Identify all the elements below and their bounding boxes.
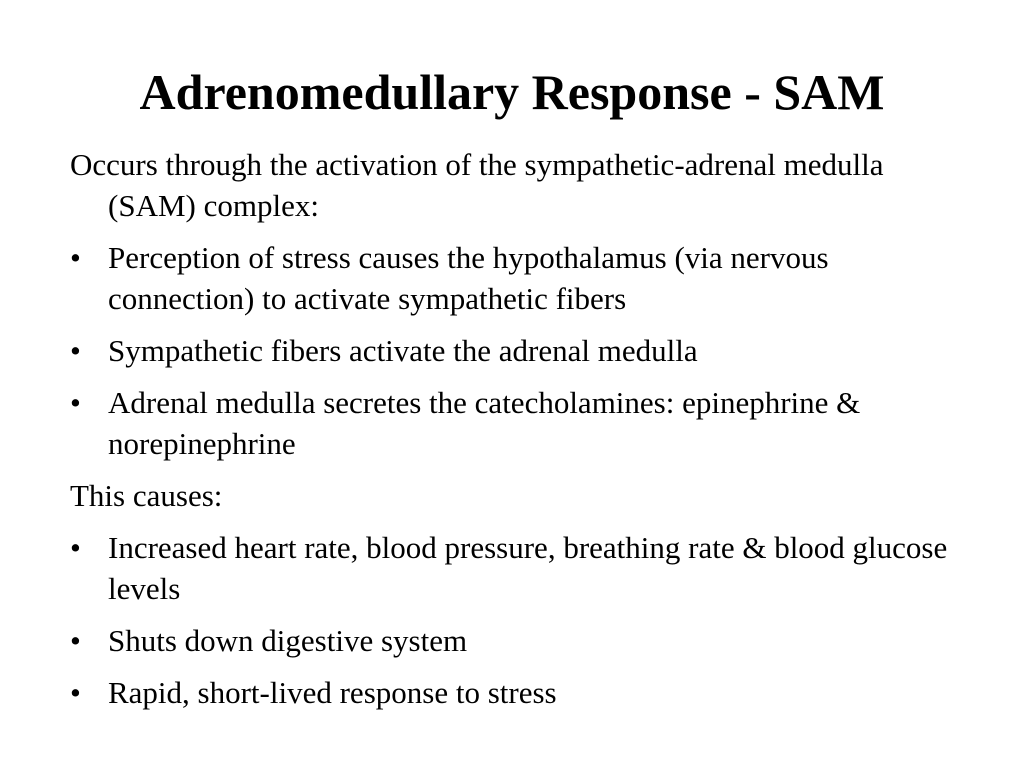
bullet-item bbox=[70, 330, 970, 371]
bullet-item bbox=[70, 237, 970, 319]
bullet-marker: • bbox=[70, 385, 81, 420]
bullet-marker: • bbox=[70, 530, 81, 565]
bullet-marker: • bbox=[70, 333, 81, 368]
bullet-text: Perception of stress causes the hypothalamus (via nervous connection) to activate sympathetic fibers bbox=[108, 240, 829, 316]
bullet-text: Rapid, short-lived response to stress bbox=[108, 675, 557, 710]
bullet-item bbox=[70, 382, 970, 464]
bullet-item bbox=[70, 620, 970, 661]
intro-paragraph: Occurs through the activation of the sympathetic-adrenal medulla (SAM) complex: bbox=[70, 147, 884, 223]
effects-paragraph: This causes: bbox=[70, 478, 223, 513]
bullet-marker: • bbox=[70, 675, 81, 710]
bullet-text: Sympathetic fibers activate the adrenal medulla bbox=[108, 333, 698, 368]
slide-title: Adrenomedullary Response - SAM bbox=[139, 64, 885, 120]
bullet-item bbox=[70, 527, 970, 609]
bullet-marker: • bbox=[70, 240, 81, 275]
bullet-text: Adrenal medulla secretes the catecholamines: epinephrine & norepinephrine bbox=[108, 385, 861, 461]
bullet-text: Increased heart rate, blood pressure, breathing rate & blood glucose levels bbox=[108, 530, 948, 606]
bullet-item bbox=[70, 672, 970, 713]
slide-body bbox=[70, 144, 970, 724]
bullet-marker: • bbox=[70, 623, 81, 658]
bullet-text: Shuts down digestive system bbox=[108, 623, 468, 658]
